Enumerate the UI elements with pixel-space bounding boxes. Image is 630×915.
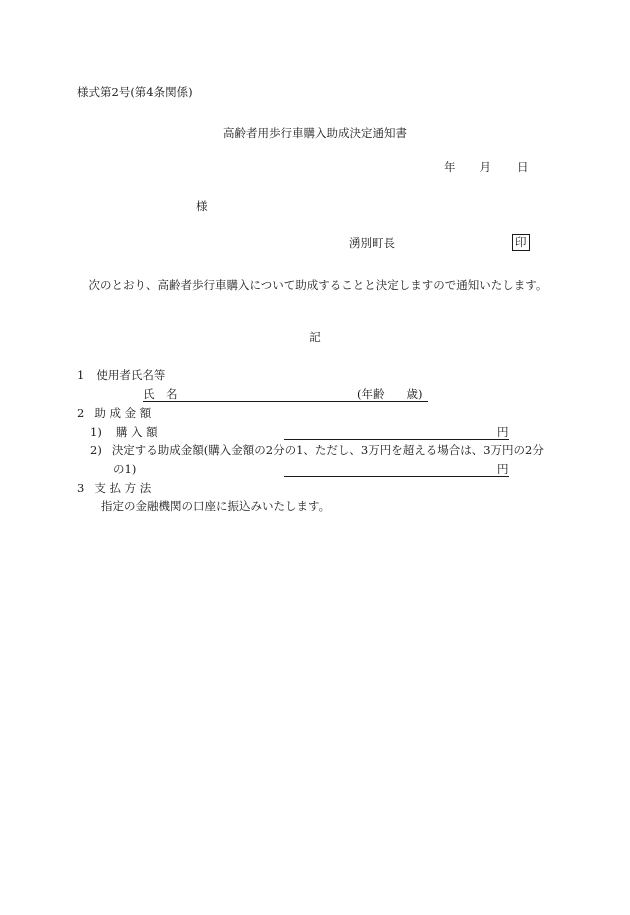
item-2-2-unit: 円 [497,462,509,476]
section-3-title: 支 払 方 法 [94,481,152,495]
name-label: 氏 名 [143,387,178,401]
purchase-amount-line [284,439,509,440]
document-title: 高齢者用歩行車購入助成決定通知書 [223,126,407,140]
addressee-suffix: 様 [196,199,208,213]
age-open: (年齢 [357,387,385,401]
section-2-number: 2 [77,406,85,420]
item-2-1-label: 購 入 額 [115,425,158,439]
age-close: 歳) [406,387,423,401]
issuer: 湧別町長 [349,236,395,250]
item-2-2-number: 2) [90,443,102,457]
body-paragraph: 次のとおり、高齢者歩行車購入について助成することと決定しますので通知いたします。 [88,278,548,292]
age-label [357,388,423,402]
item-2-2-label-line2: の1) [113,462,137,476]
form-number: 様式第2号(第4条関係) [77,85,193,99]
payment-method-text: 指定の金融機関の口座に振込みいたします。 [101,499,331,513]
section-2-heading [77,407,151,421]
grant-amount-line [284,476,509,477]
date-month-label: 月 [479,160,491,174]
item-2-1 [90,426,158,440]
section-1-heading [77,369,165,383]
section-2-title: 助 成 金 額 [94,406,152,420]
seal-box: 印 [512,234,530,251]
date-year-label: 年 [444,160,456,174]
name-underline [143,401,428,402]
item-2-2-label-line1: 決定する助成金額(購入金額の2分の1、ただし、3万円を超える場合は、3万円の2分 [111,443,544,457]
section-3-heading [77,482,151,496]
item-2-1-number: 1) [90,425,102,439]
section-1-number: 1 [77,368,85,382]
date-line [444,161,529,175]
section-3-number: 3 [77,481,85,495]
ki-heading: 記 [309,330,321,344]
item-2-1-unit: 円 [497,425,509,439]
item-2-2 [90,444,544,458]
date-day-label: 日 [517,160,529,174]
section-1-title: 使用者氏名等 [96,368,166,382]
